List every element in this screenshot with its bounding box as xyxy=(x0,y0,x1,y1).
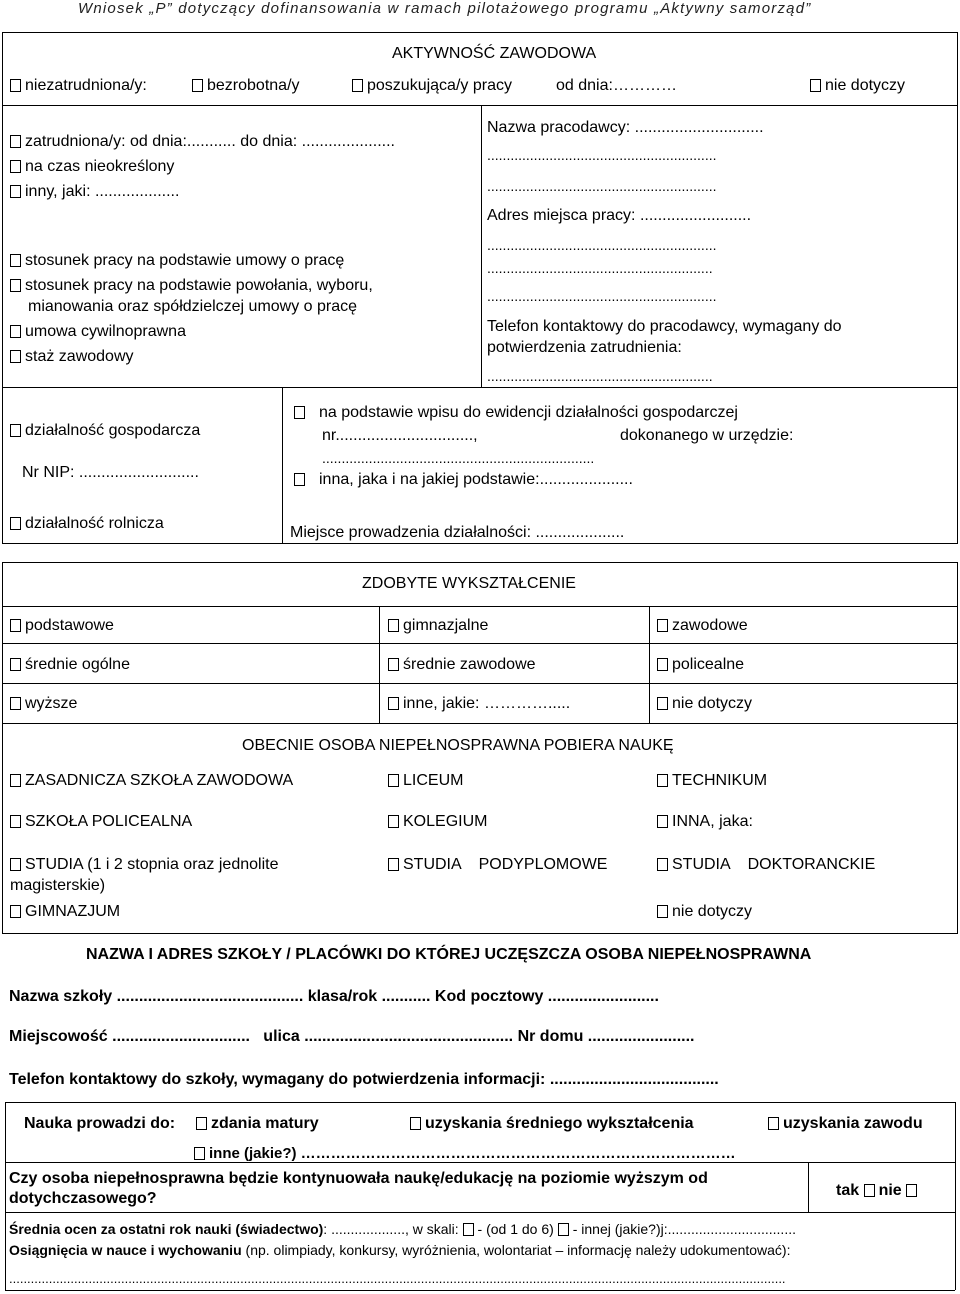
achievements-hint: (np. olimpiady, konkursy, wyróżnienia, wolontariat – informację należy udokumentować): xyxy=(241,1242,791,1258)
option-label: inne, jakie: …………..... xyxy=(403,695,571,712)
option-label: uzyskania średniego wykształcenia xyxy=(425,1115,694,1132)
divider xyxy=(2,32,3,544)
option-label: STUDIA (1 i 2 stopnia oraz jednolite xyxy=(25,856,279,873)
option-label: nie dotyczy xyxy=(672,695,753,712)
scale-label: - (od 1 do 6) xyxy=(477,1221,554,1237)
checkbox-icon[interactable] xyxy=(10,424,21,437)
option-label: niezatrudniona/y: xyxy=(25,77,147,94)
school-type-option[interactable] xyxy=(10,812,192,831)
since-date-field[interactable]: od dnia:………… xyxy=(556,77,677,94)
divider xyxy=(5,1212,6,1290)
option-internship[interactable] xyxy=(10,347,134,366)
option-unemployed[interactable] xyxy=(10,76,147,95)
divider xyxy=(2,643,958,644)
checkbox-icon[interactable] xyxy=(294,406,305,419)
school-type-option[interactable] xyxy=(657,812,753,831)
option-label: stosunek pracy na podstawie umowy o pracę xyxy=(25,252,345,269)
edu-option[interactable] xyxy=(388,655,536,674)
section-title-education: ZDOBYTE WYKSZTAŁCENIE xyxy=(362,575,576,592)
option-label-cont: magisterskie) xyxy=(10,877,106,894)
divider xyxy=(2,387,958,388)
checkbox-icon[interactable] xyxy=(10,815,21,828)
option-label: policealne xyxy=(672,656,745,673)
checkbox-icon[interactable] xyxy=(10,905,21,918)
purpose-option-secondary[interactable] xyxy=(410,1114,694,1133)
edu-option[interactable] xyxy=(388,616,488,635)
school-type-option[interactable] xyxy=(388,771,463,790)
option-job-seeking[interactable] xyxy=(352,76,512,95)
option-jobless[interactable] xyxy=(192,76,300,95)
option-label: umowa cywilnoprawna xyxy=(25,323,186,340)
employer-phone-field[interactable]: .......................................................... xyxy=(487,368,713,384)
checkbox-icon[interactable] xyxy=(10,697,21,710)
option-other-basis[interactable] xyxy=(294,470,633,489)
option-label: stosunek pracy na podstawie powołania, wyboru, xyxy=(25,277,373,294)
checkbox-icon[interactable] xyxy=(388,619,399,632)
continue-question: Czy osoba niepełnosprawna będzie kontynuowała naukę/edukację na poziomie wyższym od xyxy=(9,1170,708,1187)
divider xyxy=(2,933,958,934)
option-label: nie dotyczy xyxy=(672,903,753,920)
option-label: zatrudniona/y: od dnia:........... do dnia: ..................... xyxy=(25,133,395,150)
dots-line: ........................................................... xyxy=(487,178,717,194)
edu-option[interactable] xyxy=(388,694,570,713)
checkbox-icon[interactable] xyxy=(657,905,668,918)
option-label: zdania matury xyxy=(211,1115,319,1132)
divider xyxy=(5,1162,6,1212)
option-label: staż zawodowy xyxy=(25,348,134,365)
grades-label: Średnia ocen za ostatni rok nauki (świadectwo) xyxy=(9,1221,324,1237)
option-label: średnie ogólne xyxy=(25,656,130,673)
checkbox-icon[interactable] xyxy=(657,697,668,710)
option-label: działalność gospodarcza xyxy=(25,422,201,439)
achievements-label: Osiągnięcia w nauce i wychowaniu xyxy=(9,1242,242,1258)
purpose-option-profession[interactable] xyxy=(768,1114,923,1133)
employer-name-field[interactable]: Nazwa pracodawcy: ............................. xyxy=(487,119,764,136)
divider xyxy=(2,543,958,544)
section-title-learning: OBECNIE OSOBA NIEPEŁNOSPRAWNA POBIERA NAUKĘ xyxy=(242,737,674,754)
option-label: wyższe xyxy=(25,695,78,712)
option-indefinite[interactable] xyxy=(10,157,174,176)
option-label: GIMNAZJUM xyxy=(25,903,121,920)
option-appointment-cont: mianowania oraz spółdzielczej umowy o pracę xyxy=(28,298,358,315)
checkbox-icon[interactable] xyxy=(558,1223,569,1236)
school-type-option[interactable] xyxy=(657,855,875,874)
checkbox-icon[interactable] xyxy=(192,79,203,92)
divider xyxy=(955,1102,956,1162)
divider xyxy=(2,32,958,33)
option-label: SZKOŁA POLICEALNA xyxy=(25,813,193,830)
dots-line: ........................................................... xyxy=(487,288,717,304)
option-label: uzyskania zawodu xyxy=(783,1115,923,1132)
option-label: LICEUM xyxy=(403,772,464,789)
checkbox-icon[interactable] xyxy=(10,135,21,148)
employer-phone-label: Telefon kontaktowy do pracodawcy, wymagany do xyxy=(487,318,842,335)
divider xyxy=(2,723,958,724)
continue-answer[interactable] xyxy=(836,1181,921,1200)
school-type-option[interactable] xyxy=(388,812,487,831)
divider xyxy=(5,1102,955,1103)
option-farming[interactable] xyxy=(10,514,164,533)
checkbox-icon[interactable] xyxy=(10,325,21,338)
edu-option[interactable] xyxy=(657,694,752,713)
option-label: inne (jakie?) …………………………………………………………………………… xyxy=(209,1145,736,1162)
divider xyxy=(957,32,958,544)
option-employed[interactable] xyxy=(10,132,395,151)
option-label: podstawowe xyxy=(25,617,114,634)
checkbox-icon[interactable] xyxy=(388,697,399,710)
dots-line: ........................................................... xyxy=(487,237,717,253)
option-label: ZASADNICZA SZKOŁA ZAWODOWA xyxy=(25,772,294,789)
divider xyxy=(808,1162,809,1212)
checkbox-icon[interactable] xyxy=(388,815,399,828)
checkbox-icon[interactable] xyxy=(388,774,399,787)
grades-value: : ..................., w skali: xyxy=(323,1221,459,1237)
option-label: średnie zawodowe xyxy=(403,656,536,673)
divider xyxy=(5,1212,955,1213)
school-type-option[interactable] xyxy=(657,771,767,790)
option-label: poszukująca/y pracy xyxy=(367,77,512,94)
purpose-label: Nauka prowadzi do: xyxy=(24,1115,176,1132)
school-type-option[interactable] xyxy=(388,855,607,874)
divider xyxy=(2,683,958,684)
checkbox-icon[interactable] xyxy=(657,774,668,787)
edu-option[interactable] xyxy=(10,616,114,635)
checkbox-icon[interactable] xyxy=(657,858,668,871)
checkbox-icon[interactable] xyxy=(463,1223,474,1236)
option-label: STUDIA DOKTORANCKIE xyxy=(672,856,876,873)
checkbox-icon[interactable] xyxy=(657,815,668,828)
school-type-option[interactable] xyxy=(10,771,293,790)
checkbox-icon[interactable] xyxy=(10,254,21,267)
business-place-field[interactable]: Miejsce prowadzenia działalności: .................... xyxy=(290,524,625,541)
option-label: TECHNIKUM xyxy=(672,772,768,789)
grades-average[interactable] xyxy=(9,1221,796,1238)
page-header: Wniosek „P” dotyczący dofinansowania w ramach pilotażowego programu „Aktywny samorząd” xyxy=(78,0,812,17)
checkbox-icon[interactable] xyxy=(657,658,668,671)
option-label: na podstawie wpisu do ewidencji działalności gospodarczej xyxy=(319,404,738,421)
checkbox-icon[interactable] xyxy=(410,1117,421,1130)
divider xyxy=(5,1290,955,1291)
checkbox-icon[interactable] xyxy=(10,774,21,787)
edu-option[interactable] xyxy=(657,655,744,674)
register-number-field[interactable]: nr..............................., xyxy=(322,427,478,444)
option-appointment[interactable] xyxy=(10,276,373,295)
achievements-field[interactable]: ....................................................................................................................................................................................................................... xyxy=(9,1271,786,1286)
option-civil-contract[interactable] xyxy=(10,322,186,341)
nip-field[interactable]: Nr NIP: ........................... xyxy=(22,464,199,481)
option-business[interactable] xyxy=(10,421,200,440)
option-label: INNA, jaka: xyxy=(672,813,753,830)
dots-line: ........................................................... xyxy=(487,147,717,163)
checkbox-icon[interactable] xyxy=(768,1117,779,1130)
checkbox-icon[interactable] xyxy=(196,1117,207,1130)
option-label: KOLEGIUM xyxy=(403,813,488,830)
divider xyxy=(2,723,3,933)
checkbox-icon[interactable] xyxy=(388,658,399,671)
option-label: działalność rolnicza xyxy=(25,515,164,532)
section-title-work: AKTYWNOŚĆ ZAWODOWA xyxy=(392,45,597,62)
no-label: nie xyxy=(878,1182,902,1199)
divider xyxy=(481,105,482,387)
other-scale-label: - innej (jakie?)j:................................. xyxy=(572,1221,796,1237)
divider xyxy=(2,606,958,607)
divider xyxy=(649,606,650,723)
school-address-field[interactable]: Miejscowość ............................... ulica ............................................... Nr domu ........................ xyxy=(9,1028,695,1045)
checkbox-icon[interactable] xyxy=(864,1184,875,1197)
register-office-label: dokonanego w urzędzie: xyxy=(620,427,794,444)
option-label: bezrobotna/y xyxy=(207,77,300,94)
option-employment-contract[interactable] xyxy=(10,251,344,270)
edu-option[interactable] xyxy=(10,655,130,674)
option-label: nie dotyczy xyxy=(825,77,906,94)
divider xyxy=(2,562,958,563)
checkbox-icon[interactable] xyxy=(10,658,21,671)
achievements xyxy=(9,1242,790,1259)
register-office-field[interactable]: ...................................................................... xyxy=(322,450,595,466)
edu-option[interactable] xyxy=(657,616,748,635)
option-label: na czas nieokreślony xyxy=(25,158,175,175)
divider xyxy=(957,723,958,933)
divider xyxy=(955,1162,956,1212)
employer-phone-label-cont: potwierdzenia zatrudnienia: xyxy=(487,339,682,356)
school-phone-field[interactable]: Telefon kontaktowy do szkoły, wymagany do potwierdzenia informacji: ...................................... xyxy=(9,1071,719,1088)
yes-label: tak xyxy=(836,1182,860,1199)
checkbox-icon[interactable] xyxy=(10,619,21,632)
school-name-field[interactable]: Nazwa szkoły .......................................... klasa/rok ........... Kod pocztowy ......................... xyxy=(9,988,659,1005)
checkbox-icon[interactable] xyxy=(10,160,21,173)
checkbox-icon[interactable] xyxy=(810,79,821,92)
school-type-option[interactable] xyxy=(10,902,120,921)
checkbox-icon[interactable] xyxy=(10,279,21,292)
option-other-term[interactable] xyxy=(10,182,179,201)
dots-line: .......................................................... xyxy=(487,260,713,276)
purpose-option-other[interactable] xyxy=(194,1145,736,1163)
option-label: inna, jaka i na jakiej podstawie:..................... xyxy=(319,471,633,488)
section-title-school: NAZWA I ADRES SZKOŁY / PLACÓWKI DO KTÓREJ UCZĘSZCZA OSOBA NIEPEŁNOSPRAWNA xyxy=(86,946,812,963)
checkbox-icon[interactable] xyxy=(194,1147,205,1160)
continue-question-cont: dotychczasowego? xyxy=(9,1190,157,1207)
checkbox-icon[interactable] xyxy=(388,858,399,871)
checkbox-icon[interactable] xyxy=(10,185,21,198)
work-address-field[interactable]: Adres miejsca pracy: ......................... xyxy=(487,207,752,224)
divider xyxy=(955,1212,956,1290)
option-not-applicable[interactable] xyxy=(810,76,905,95)
divider xyxy=(2,105,958,106)
divider xyxy=(5,1102,6,1162)
school-type-option[interactable] xyxy=(657,902,752,921)
option-label: gimnazjalne xyxy=(403,617,489,634)
school-type-option[interactable] xyxy=(10,855,278,874)
option-label: zawodowe xyxy=(672,617,748,634)
edu-option[interactable] xyxy=(10,694,77,713)
option-label: STUDIA PODYPLOMOWE xyxy=(403,856,608,873)
divider xyxy=(282,387,283,543)
checkbox-icon[interactable] xyxy=(10,79,21,92)
purpose-option-matura[interactable] xyxy=(196,1114,319,1133)
option-label: inny, jaki: ................... xyxy=(25,183,180,200)
checkbox-icon[interactable] xyxy=(294,473,305,486)
checkbox-icon[interactable] xyxy=(10,350,21,363)
checkbox-icon[interactable] xyxy=(10,858,21,871)
checkbox-icon[interactable] xyxy=(657,619,668,632)
divider xyxy=(379,606,380,723)
checkbox-icon[interactable] xyxy=(10,517,21,530)
option-business-register[interactable] xyxy=(294,403,738,422)
checkbox-icon[interactable] xyxy=(352,79,363,92)
checkbox-icon[interactable] xyxy=(906,1184,917,1197)
